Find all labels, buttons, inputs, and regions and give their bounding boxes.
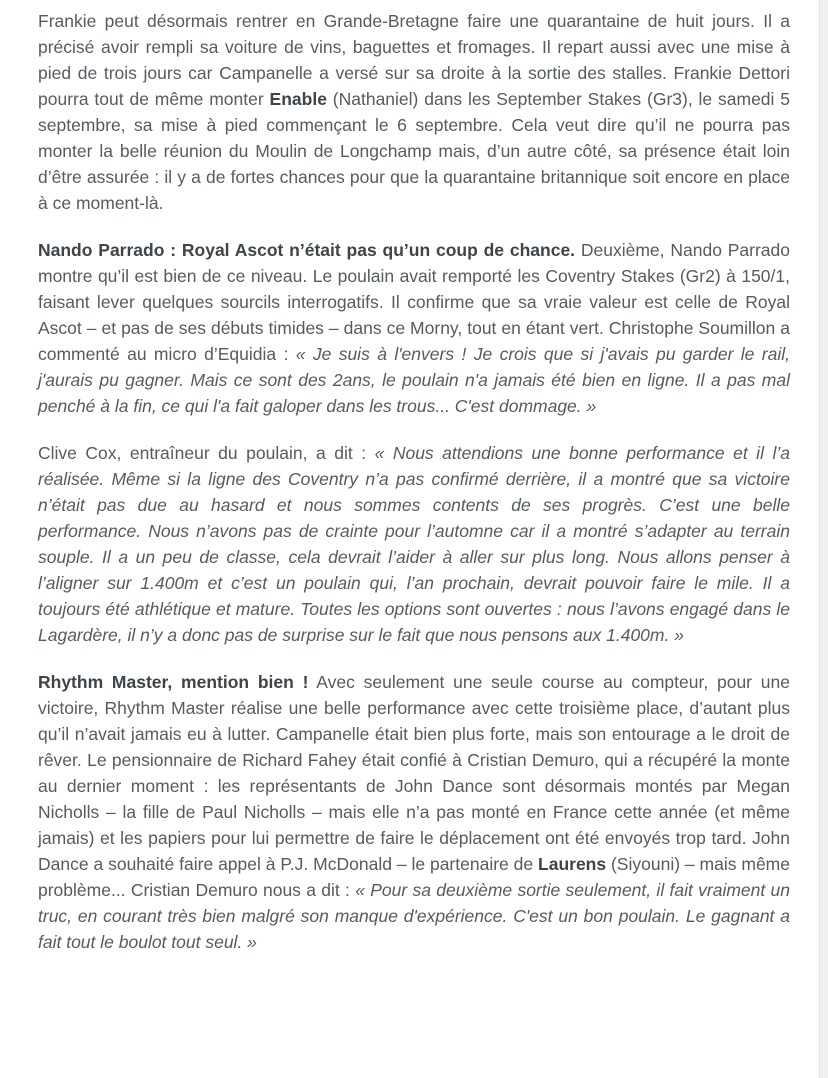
text-segment: (Siyouni) – mais même problème... Cristian Demuro nous a dit : [38,854,790,900]
text-segment: Clive Cox, entraîneur du poulain, a dit : [38,443,375,463]
paragraph-nando-parrado [38,237,790,419]
text-segment: (Nathaniel) dans les September Stakes (Gr3), le samedi 5 septembre, sa mise à pied commençant le 6 septembre. Cela veut dire qu’il ne pourra pas monter la belle réunion du Moulin de Longchamp mais, d’un autre côté, sa présence était loin d’être assurée : il y a de fortes chances pour que la quarantaine britannique soit encore en place à ce moment-là. [38,89,790,213]
paragraph-rhythm-master [38,669,790,955]
paragraph-lead-bold: Rhythm Master, mention bien ! [38,672,309,692]
text-segment: Frankie peut désormais rentrer en Grande-Bretagne faire une quarantaine de huit jours. Il a précisé avoir rempli sa voiture de vins, baguettes et fromages. Il repart aussi avec une mise à pied de trois jours car Campanelle a versé sur sa droite à la sortie des stalles. Frankie Dettori pourra tout de même monter [38,11,790,109]
scrollbar-track[interactable] [819,0,828,1078]
quote-clive-cox: « Nous attendions une bonne performance et il l’a réalisée. Même si la ligne des Coventry n’a pas confirmé derrière, il a montré que sa victoire n’était pas due au hasard et nous sommes contents de ses progrès. C’est une belle performance. Nous n’avons pas de crainte pour l’automne car il a montré s’adapter au terrain souple. Il a un peu de classe, cela devrait l’aider à aller sur plus long. Nous allons penser à l’aligner sur 1.400m et c’est un poulain qui, l’an prochain, devrait pouvoir faire le mile. Il a toujours été athlétique et mature. Toutes les options sont ouvertes : nous l’avons engagé dans le Lagardère, il n’y a donc pas de surprise sur le fait que nous pensons aux 1.400m. » [38,443,790,645]
quote-soumillon: « Je suis à l'envers ! Je crois que si j'avais pu garder le rail, j'aurais pu gagner. Mais ce sont des 2ans, le poulain n'a jamais été bien en ligne. Il a pas mal penché à la fin, ce qui l'a fait galoper dans les trous... C'est dommage. » [38,344,790,416]
paragraph-lead-bold: Nando Parrado : Royal Ascot n’était pas qu’un coup de chance. [38,240,576,260]
text-segment: Deuxième, Nando Parrado montre qu’il est bien de ce niveau. Le poulain avait remporté les Coventry Stakes (Gr2) à 150/1, faisant lever quelques sourcils interrogatifs. Il confirme que sa vraie valeur est celle de Royal Ascot – et pas de ses débuts timides – dans ce Morny, tout en étant vert. Christophe Soumillon a commenté au micro d’Equidia : [38,240,791,364]
article-body [38,8,790,976]
horse-name-enable: Enable [269,89,327,109]
horse-name-laurens: Laurens [538,854,607,874]
text-segment: Avec seulement une seule course au compteur, pour une victoire, Rhythm Master réalise une belle performance avec cette troisième place, d’autant plus qu’il n’avait jamais eu à lutter. Campanelle était bien plus forte, mais son entourage a le droit de rêver. Le pensionnaire de Richard Fahey était confié à Cristian Demuro, qui a récupéré la monte au dernier moment : les représentants de John Dance sont désormais montés par Megan Nicholls – la fille de Paul Nicholls – mais elle n’a pas monté en France cette année (et même jamais) et les papiers pour lui permettre de faire le déplacement ont été envoyés trop tard. John Dance a souhaité faire appel à P.J. McDonald – le partenaire de [38,672,790,874]
paragraph-frankie-dettori [38,8,790,216]
quote-demuro: « Pour sa deuxième sortie seulement, il fait vraiment un truc, en courant très bien malgré son manque d'expérience. C'est un bon poulain. Le gagnant a fait tout le boulot tout seul. » [38,880,790,952]
paragraph-clive-cox [38,440,790,648]
